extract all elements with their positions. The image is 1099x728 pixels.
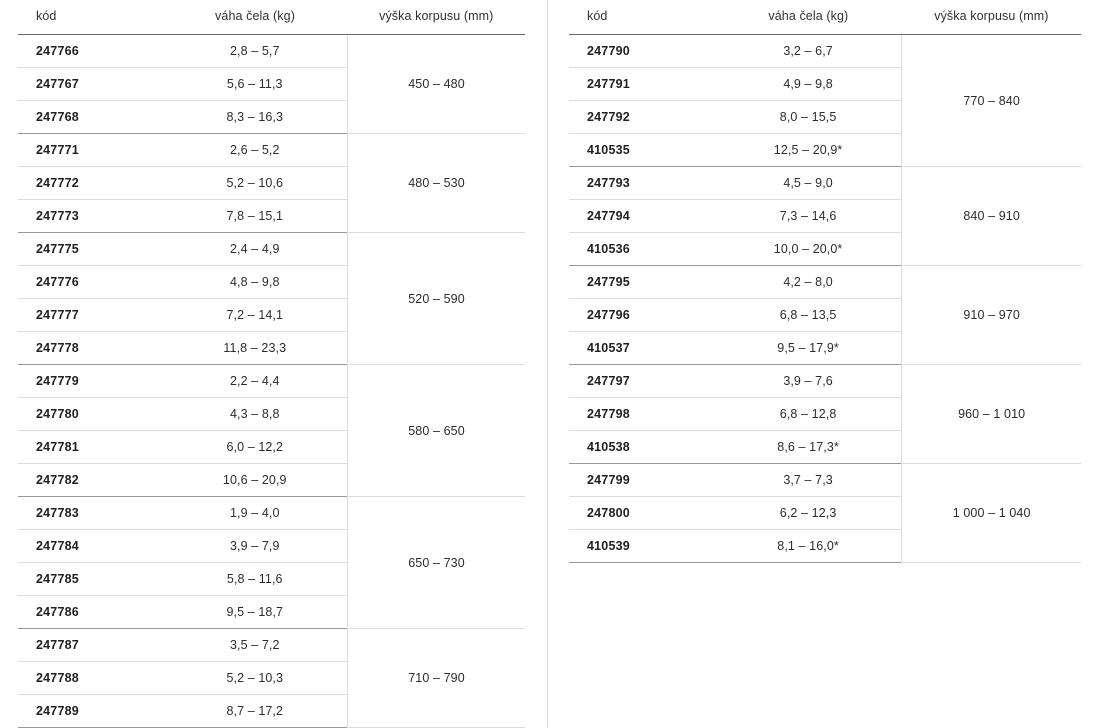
cell-code: 247773 — [18, 200, 162, 233]
cell-weight: 4,2 – 8,0 — [715, 266, 902, 299]
table-row — [18, 497, 525, 530]
cell-weight: 1,9 – 4,0 — [162, 497, 347, 530]
cell-height-range: 650 – 730 — [348, 497, 525, 629]
cell-code: 247776 — [18, 266, 162, 299]
cell-weight: 2,2 – 4,4 — [162, 365, 347, 398]
table-header-row — [18, 0, 525, 35]
table-header-row — [569, 0, 1081, 35]
cell-weight: 6,8 – 13,5 — [715, 299, 902, 332]
cell-code: 247781 — [18, 431, 162, 464]
table-row — [18, 233, 525, 266]
cell-weight: 4,5 – 9,0 — [715, 167, 902, 200]
cell-weight: 8,0 – 15,5 — [715, 101, 902, 134]
cell-code: 247771 — [18, 134, 162, 167]
cell-weight: 4,3 – 8,8 — [162, 398, 347, 431]
table-row — [18, 629, 525, 662]
table-body-right — [569, 35, 1081, 563]
cell-weight: 12,5 – 20,9* — [715, 134, 902, 167]
cell-weight: 9,5 – 18,7 — [162, 596, 347, 629]
cell-code: 247772 — [18, 167, 162, 200]
cell-weight: 7,3 – 14,6 — [715, 200, 902, 233]
cell-weight: 6,0 – 12,2 — [162, 431, 347, 464]
cell-code: 247780 — [18, 398, 162, 431]
cell-weight: 5,6 – 11,3 — [162, 68, 347, 101]
cell-code: 247798 — [569, 398, 715, 431]
cell-code: 247796 — [569, 299, 715, 332]
table-row — [569, 464, 1081, 497]
table-body-left — [18, 35, 525, 728]
cell-weight: 3,7 – 7,3 — [715, 464, 902, 497]
cell-code: 247766 — [18, 35, 162, 68]
table-row — [569, 167, 1081, 200]
cell-code: 247778 — [18, 332, 162, 365]
cell-code: 247777 — [18, 299, 162, 332]
cell-height-range: 450 – 480 — [348, 35, 525, 134]
cell-weight: 9,5 – 17,9* — [715, 332, 902, 365]
column-header-weight: váha čela (kg) — [162, 0, 347, 35]
table-row — [18, 365, 525, 398]
column-header-height: výška korpusu (mm) — [348, 0, 525, 35]
cell-weight: 3,9 – 7,9 — [162, 530, 347, 563]
cell-height-range: 770 – 840 — [902, 35, 1081, 167]
cell-code: 247782 — [18, 464, 162, 497]
cell-code: 410539 — [569, 530, 715, 563]
cell-height-range: 710 – 790 — [348, 629, 525, 728]
cell-height-range: 1 000 – 1 040 — [902, 464, 1081, 563]
cell-code: 247799 — [569, 464, 715, 497]
cell-code: 247800 — [569, 497, 715, 530]
cell-height-range: 910 – 970 — [902, 266, 1081, 365]
cell-code: 247779 — [18, 365, 162, 398]
cell-weight: 5,2 – 10,3 — [162, 662, 347, 695]
cell-code: 247793 — [569, 167, 715, 200]
cell-weight: 5,2 – 10,6 — [162, 167, 347, 200]
cell-code: 247784 — [18, 530, 162, 563]
cell-weight: 7,2 – 14,1 — [162, 299, 347, 332]
table-row — [569, 35, 1081, 68]
table-row — [569, 266, 1081, 299]
cell-code: 410538 — [569, 431, 715, 464]
cell-code: 247783 — [18, 497, 162, 530]
cell-weight: 2,6 – 5,2 — [162, 134, 347, 167]
cell-weight: 6,8 – 12,8 — [715, 398, 902, 431]
cell-weight: 8,7 – 17,2 — [162, 695, 347, 728]
cell-weight: 4,8 – 9,8 — [162, 266, 347, 299]
column-divider — [547, 0, 548, 727]
cell-code: 247787 — [18, 629, 162, 662]
cell-code: 247795 — [569, 266, 715, 299]
table-row — [18, 35, 525, 68]
cell-height-range: 520 – 590 — [348, 233, 525, 365]
cell-weight: 8,1 – 16,0* — [715, 530, 902, 563]
right-table-column — [547, 0, 1099, 727]
cell-height-range: 840 – 910 — [902, 167, 1081, 266]
cell-height-range: 580 – 650 — [348, 365, 525, 497]
cell-code: 410537 — [569, 332, 715, 365]
cell-weight: 3,2 – 6,7 — [715, 35, 902, 68]
column-header-weight: váha čela (kg) — [715, 0, 902, 35]
cell-weight: 6,2 – 12,3 — [715, 497, 902, 530]
cell-weight: 2,8 – 5,7 — [162, 35, 347, 68]
cell-weight: 2,4 – 4,9 — [162, 233, 347, 266]
cell-code: 247785 — [18, 563, 162, 596]
cell-code: 247794 — [569, 200, 715, 233]
cell-code: 247786 — [18, 596, 162, 629]
cell-code: 247768 — [18, 101, 162, 134]
cell-code: 247775 — [18, 233, 162, 266]
column-header-code: kód — [18, 0, 162, 35]
cell-code: 410536 — [569, 233, 715, 266]
spec-table-right — [569, 0, 1081, 563]
cell-weight: 4,9 – 9,8 — [715, 68, 902, 101]
cell-code: 247792 — [569, 101, 715, 134]
cell-code: 247767 — [18, 68, 162, 101]
cell-code: 247797 — [569, 365, 715, 398]
table-row — [569, 365, 1081, 398]
cell-code: 247788 — [18, 662, 162, 695]
cell-code: 247791 — [569, 68, 715, 101]
cell-weight: 11,8 – 23,3 — [162, 332, 347, 365]
cell-weight: 10,6 – 20,9 — [162, 464, 347, 497]
cell-weight: 8,6 – 17,3* — [715, 431, 902, 464]
table-header-right — [569, 0, 1081, 35]
cell-weight: 3,9 – 7,6 — [715, 365, 902, 398]
column-header-code: kód — [569, 0, 715, 35]
spec-table-left — [18, 0, 525, 728]
cell-code: 410535 — [569, 134, 715, 167]
cell-weight: 8,3 – 16,3 — [162, 101, 347, 134]
cell-weight: 10,0 – 20,0* — [715, 233, 902, 266]
table-header-left — [18, 0, 525, 35]
cell-code: 247789 — [18, 695, 162, 728]
cell-weight: 3,5 – 7,2 — [162, 629, 347, 662]
cell-weight: 5,8 – 11,6 — [162, 563, 347, 596]
cell-height-range: 480 – 530 — [348, 134, 525, 233]
table-row — [18, 134, 525, 167]
column-header-height: výška korpusu (mm) — [902, 0, 1081, 35]
cell-weight: 7,8 – 15,1 — [162, 200, 347, 233]
cell-code: 247790 — [569, 35, 715, 68]
left-table-column — [0, 0, 547, 727]
cell-height-range: 960 – 1 010 — [902, 365, 1081, 464]
